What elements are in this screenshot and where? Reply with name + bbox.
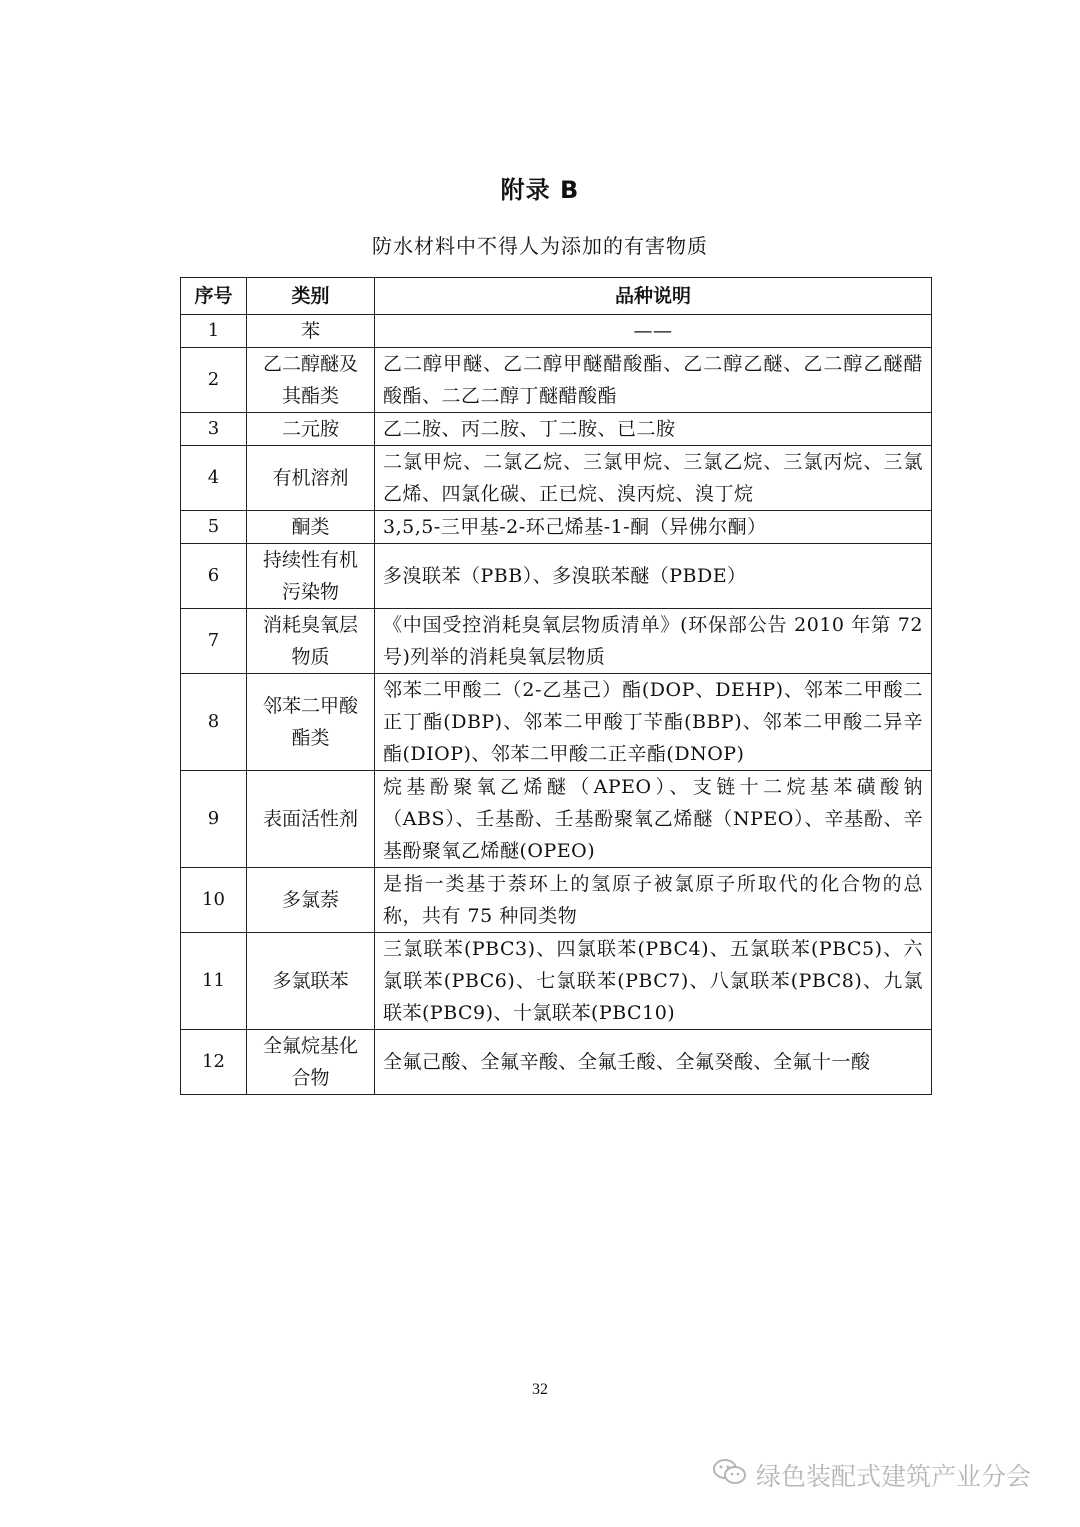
- table-row: [181, 315, 932, 348]
- row-category: 苯: [247, 315, 375, 348]
- row-number: 3: [181, 413, 247, 446]
- row-description: 烷基酚聚氧乙烯醚（APEO）、支链十二烷基苯磺酸钠（ABS）、壬基酚、壬基酚聚氧乙烯醚（NPEO）、辛基酚、辛基酚聚氧乙烯醚(OPEO): [375, 771, 932, 868]
- table-row: [181, 511, 932, 544]
- row-category: 多氯萘: [247, 868, 375, 933]
- hazardous-substances-table: [180, 277, 932, 1095]
- row-category: 乙二醇醚及其酯类: [247, 348, 375, 413]
- row-number: 8: [181, 674, 247, 771]
- table-row: [181, 348, 932, 413]
- row-number: 11: [181, 933, 247, 1030]
- page-number: 32: [532, 1381, 548, 1398]
- row-number: 12: [181, 1030, 247, 1095]
- row-number: 6: [181, 544, 247, 609]
- row-number: 10: [181, 868, 247, 933]
- row-description: 是指一类基于萘环上的氢原子被氯原子所取代的化合物的总称，共有 75 种同类物: [375, 868, 932, 933]
- table-row: [181, 544, 932, 609]
- table-row: [181, 771, 932, 868]
- row-category: 多氯联苯: [247, 933, 375, 1030]
- row-category: 消耗臭氧层物质: [247, 609, 375, 674]
- row-category: 邻苯二甲酸酯类: [247, 674, 375, 771]
- row-description: 三氯联苯(PBC3)、四氯联苯(PBC4)、五氯联苯(PBC5)、六氯联苯(PBC6)、七氯联苯(PBC7)、八氯联苯(PBC8)、九氯联苯(PBC9)、十氯联苯(PBC10): [375, 933, 932, 1030]
- table-caption: 防水材料中不得人为添加的有害物质: [372, 234, 708, 258]
- header-number: 序号: [181, 278, 247, 315]
- appendix-title: 附录 B: [500, 176, 580, 204]
- row-number: 5: [181, 511, 247, 544]
- row-description: 乙二胺、丙二胺、丁二胺、已二胺: [375, 413, 932, 446]
- row-description: 二氯甲烷、二氯乙烷、三氯甲烷、三氯乙烷、三氯丙烷、三氯乙烯、四氯化碳、正已烷、溴丙烷、溴丁烷: [375, 446, 932, 511]
- row-number: 1: [181, 315, 247, 348]
- row-number: 9: [181, 771, 247, 868]
- row-category: 表面活性剂: [247, 771, 375, 868]
- table-row: [181, 446, 932, 511]
- row-description: ——: [375, 315, 932, 348]
- row-description: 邻苯二甲酸二（2-乙基己）酯(DOP、DEHP)、邻苯二甲酸二正丁酯(DBP)、邻苯二甲酸丁苄酯(BBP)、邻苯二甲酸二异辛酯(DIOP)、邻苯二甲酸二正辛酯(DNOP): [375, 674, 932, 771]
- table-row: [181, 868, 932, 933]
- table-row: [181, 674, 932, 771]
- watermark: [712, 1457, 1031, 1493]
- watermark-text: 绿色装配式建筑产业分会: [756, 1462, 1032, 1491]
- row-description: 3,5,5-三甲基-2-环己烯基-1-酮（异佛尔酮）: [375, 511, 932, 544]
- header-description: 品种说明: [375, 278, 932, 315]
- row-category: 酮类: [247, 511, 375, 544]
- row-description: 《中国受控消耗臭氧层物质清单》(环保部公告 2010 年第 72 号)列举的消耗臭氧层物质: [375, 609, 932, 674]
- row-number: 4: [181, 446, 247, 511]
- table-row: [181, 933, 932, 1030]
- row-number: 2: [181, 348, 247, 413]
- table-row: [181, 1030, 932, 1095]
- row-description: 多溴联苯（PBB）、多溴联苯醚（PBDE）: [375, 544, 932, 609]
- row-description: 全氟己酸、全氟辛酸、全氟壬酸、全氟癸酸、全氟十一酸: [375, 1030, 932, 1095]
- row-description: 乙二醇甲醚、乙二醇甲醚醋酸酯、乙二醇乙醚、乙二醇乙醚醋酸酯、二乙二醇丁醚醋酸酯: [375, 348, 932, 413]
- row-category: 有机溶剂: [247, 446, 375, 511]
- row-number: 7: [181, 609, 247, 674]
- wechat-icon: [712, 1457, 756, 1493]
- header-category: 类别: [247, 278, 375, 315]
- row-category: 持续性有机污染物: [247, 544, 375, 609]
- table-row: [181, 609, 932, 674]
- table-row: [181, 413, 932, 446]
- row-category: 二元胺: [247, 413, 375, 446]
- row-category: 全氟烷基化合物: [247, 1030, 375, 1095]
- table-header-row: [181, 278, 932, 315]
